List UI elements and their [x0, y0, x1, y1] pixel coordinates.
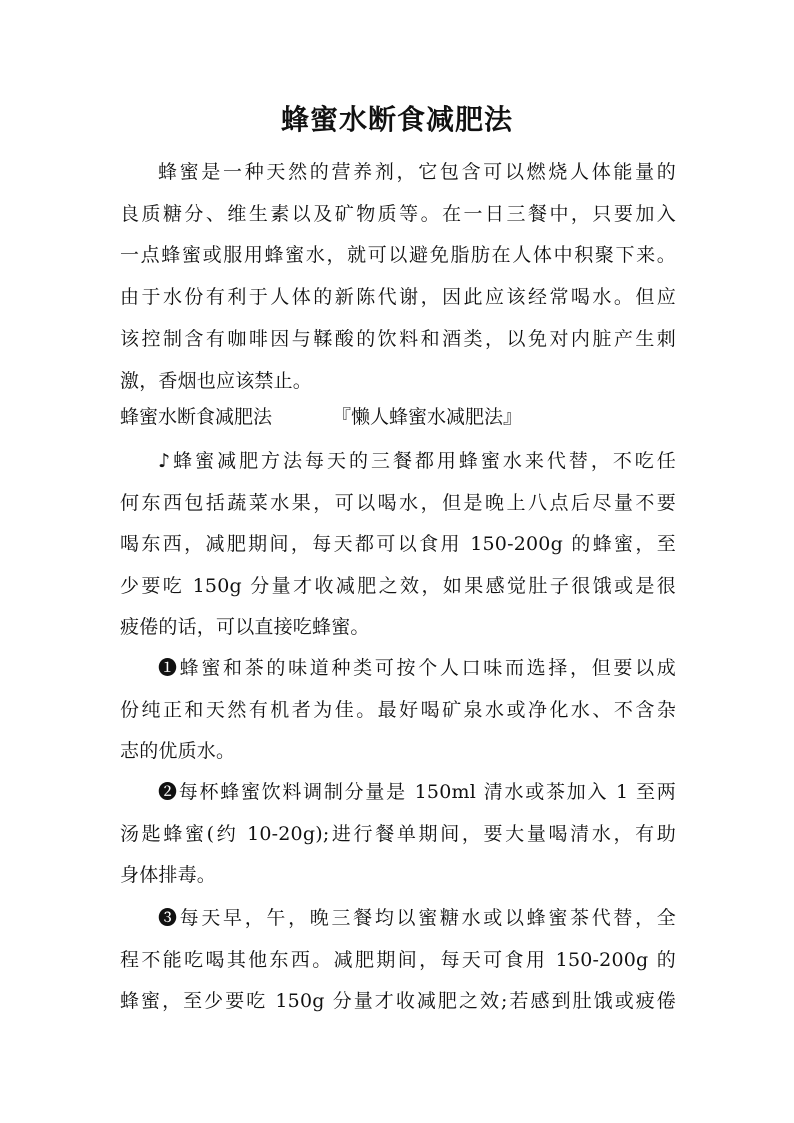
subheading-left: 蜂蜜水断食减肥法: [120, 406, 273, 428]
tip-paragraph-3: [120, 898, 676, 1023]
text-line: 份纯正和天然有机者为佳。最好喝矿泉水或净化水、不含杂: [120, 698, 676, 721]
text-line: ♪蜂蜜减肥方法每天的三餐都用蜂蜜水来代替，不吃任: [158, 450, 676, 472]
tip-paragraph-1: [120, 648, 676, 773]
text-line: 少要吃 150g 分量才收减肥之效，如果感觉肚子很饿或是很: [120, 574, 676, 597]
text-line: ❸每天早，午，晚三餐均以蜜糖水或以蜂蜜茶代替，全: [158, 907, 676, 929]
text-line: 志的优质水。: [120, 740, 236, 762]
text-line: ❷每杯蜂蜜饮料调制分量是 150ml 清水或茶加入 1 至两: [158, 781, 676, 803]
text-line: 汤匙蜂蜜(约 10-20g);进行餐单期间，要大量喝清水，有助: [120, 822, 676, 845]
text-line: 何东西包括蔬菜水果，可以喝水，但是晚上八点后尽量不要: [120, 491, 676, 514]
text-line: 激，香烟也应该禁止。: [120, 369, 313, 392]
text-line: 疲倦的话，可以直接吃蜂蜜。: [120, 616, 370, 638]
tip-paragraph-2: [120, 772, 676, 897]
text-line: 一点蜂蜜或服用蜂蜜水，就可以避免脂肪在人体中积聚下来。: [120, 244, 676, 267]
text-line: 蜂蜜是一种天然的营养剂，它包含可以燃烧人体能量的: [158, 161, 676, 183]
intro-paragraph: [120, 152, 676, 402]
subheading-right: 『懒人蜂蜜水减肥法』: [332, 406, 523, 428]
text-line: 蜂蜜，至少要吃 150g 分量才收减肥之效;若感到肚饿或疲倦: [120, 990, 676, 1012]
text-line: ❶蜂蜜和茶的味道种类可按个人口味而选择，但要以成: [158, 657, 676, 679]
text-line: 喝东西，减肥期间，每天都可以食用 150-200g 的蜂蜜，至: [120, 533, 676, 555]
text-line: 由于水份有利于人体的新陈代谢，因此应该经常喝水。但应: [120, 286, 676, 309]
text-line: 身体排毒。: [120, 864, 217, 886]
text-line: 程不能吃喝其他东西。减肥期间，每天可食用 150-200g 的: [120, 948, 676, 971]
text-line: 该控制含有咖啡因与鞣酸的饮料和酒类，以免对内脏产生刺: [120, 327, 676, 350]
text-line: 良质糖分、维生素以及矿物质等。在一日三餐中，只要加入: [120, 202, 676, 225]
method-paragraph: [120, 441, 676, 649]
document-title: 蜂蜜水断食减肥法: [280, 103, 513, 136]
section-subheading: [120, 400, 522, 434]
